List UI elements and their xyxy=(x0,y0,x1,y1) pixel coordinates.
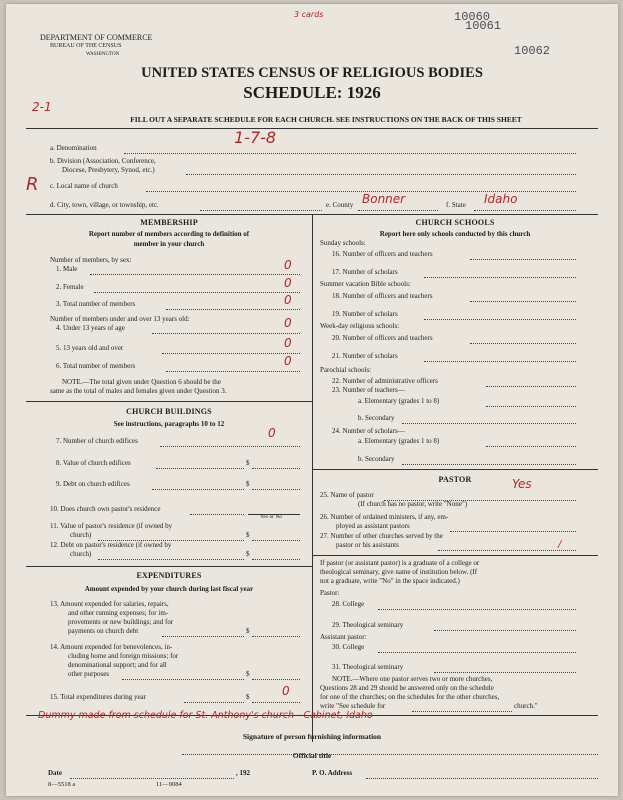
membership-note-2: same as the total of males and females given under Question 3. xyxy=(50,387,227,395)
graduate-intro-2: theological seminary, give name of institution below. (If xyxy=(320,568,478,576)
q24b-field[interactable] xyxy=(402,464,576,465)
pastor-note-4: write "See schedule for xyxy=(320,702,386,710)
instruction-line: FILL OUT A SEPARATE SCHEDULE FOR EACH CHURCH. SEE INSTRUCTIONS ON THE BACK OF THIS SHEET xyxy=(130,115,522,124)
q22-label: 22. Number of administrative officers xyxy=(332,377,438,385)
q3-label: 3. Total number of members xyxy=(56,300,136,308)
q6-label: 6. Total number of members xyxy=(56,362,136,370)
q20-field[interactable] xyxy=(470,343,576,344)
q26-label-2: ployed as assistant pastors xyxy=(336,522,410,530)
asst-sublabel: Assistant pastor: xyxy=(320,633,367,641)
graduate-intro-3: not a graduate, write "No" in the space indicated.) xyxy=(320,577,460,585)
pastor-note-1: NOTE.—Where one pastor serves two or more churches, xyxy=(332,675,493,683)
q2-label: 2. Female xyxy=(56,283,84,291)
bureau-name: BUREAU OF THE CENSUS xyxy=(50,43,122,49)
by-age-label: Number of members under and over 13 years old: xyxy=(50,315,190,323)
division-field[interactable] xyxy=(186,174,576,175)
form-title: UNITED STATES CENSUS OF RELIGIOUS BODIES xyxy=(141,65,483,81)
q25-label: 25. Name of pastor xyxy=(320,491,374,499)
q7-label: 7. Number of church edifices xyxy=(56,437,138,445)
q4-label: 4. Under 13 years of age xyxy=(56,324,125,332)
q19-field[interactable] xyxy=(424,319,576,320)
q27-label-1: 27. Number of other churches served by the xyxy=(320,532,443,540)
county-value: Bonner xyxy=(362,192,406,206)
q14-field[interactable] xyxy=(252,679,300,680)
membership-note-1: NOTE.—The total given under Question 6 should be the xyxy=(62,378,221,386)
q15-leader xyxy=(184,702,244,703)
pastor-note-2: Questions 28 and 29 should be answered only on the schedule xyxy=(320,684,494,692)
po-address-label: P. O. Address xyxy=(312,769,353,777)
q27-field[interactable] xyxy=(438,550,576,551)
q23-label: 23. Number of teachers— xyxy=(332,386,405,394)
q23b-field[interactable] xyxy=(402,423,576,424)
vacation-label: Summer vacation Bible schools: xyxy=(320,280,411,288)
q24-label: 24. Number of scholars— xyxy=(332,427,405,435)
membership-sub-2: member in your church xyxy=(133,240,205,248)
cards-note: 3 cards xyxy=(294,10,324,19)
q15-field[interactable] xyxy=(252,702,300,703)
po-address-field[interactable] xyxy=(366,778,598,779)
q8-leader xyxy=(156,468,244,469)
local-name-label: c. Local name of church xyxy=(50,182,118,190)
schedule-title: SCHEDULE: 1926 xyxy=(243,83,381,102)
pastor-note-5: church." xyxy=(514,702,538,710)
q11-dollar: $ xyxy=(246,531,250,539)
official-title-label: Official title xyxy=(292,751,332,760)
q10-leader xyxy=(190,514,244,515)
q16-field[interactable] xyxy=(470,259,576,260)
stamp-number-3: 10062 xyxy=(514,44,551,58)
q8-label: 8. Value of church edifices xyxy=(56,459,131,467)
q14-label-4: other purposes xyxy=(68,670,110,678)
q14-dollar: $ xyxy=(246,670,250,678)
parochial-label: Parochial schools: xyxy=(320,366,372,374)
stamp-number-1: 10060 xyxy=(454,10,491,24)
q24a-label: a. Elementary (grades 1 to 8) xyxy=(358,437,440,445)
expenditures-heading: EXPENDITURES xyxy=(136,571,202,580)
q8-field[interactable] xyxy=(252,468,300,469)
stamp-number-2: 10061 xyxy=(465,19,502,33)
year-label: , 192 xyxy=(236,769,250,777)
division-label-1: b. Division (Association, Conference, xyxy=(50,157,156,165)
q29-field[interactable] xyxy=(434,630,576,631)
q27-label-2: pastor or his assistants xyxy=(336,541,399,549)
q11-label-1: 11. Value of pastor's residence (if owned by xyxy=(50,522,173,530)
q1-value: 0 xyxy=(284,258,292,272)
schools-sub: Report here only schools conducted by this church xyxy=(379,230,531,238)
q9-leader xyxy=(152,489,244,490)
q12-leader xyxy=(98,559,244,560)
q1-field[interactable] xyxy=(90,274,300,275)
q31-field[interactable] xyxy=(434,672,576,673)
q6-value: 0 xyxy=(284,354,292,368)
signature-label: Signature of person furnishing information xyxy=(242,732,382,741)
q24a-field[interactable] xyxy=(486,446,576,447)
sunday-label: Sunday schools: xyxy=(320,239,366,247)
q18-label: 18. Number of officers and teachers xyxy=(332,292,433,300)
city-label: d. City, town, village, or township, etc. xyxy=(50,201,159,209)
q11-field[interactable] xyxy=(252,540,300,541)
q7-value: 0 xyxy=(268,426,276,440)
q29-label: 29. Theological seminary xyxy=(332,621,404,629)
denomination-value: 1-7-8 xyxy=(234,128,277,147)
q23a-label: a. Elementary (grades 1 to 8) xyxy=(358,397,440,405)
q16-label: 16. Number of officers and teachers xyxy=(332,250,433,258)
q8-dollar: $ xyxy=(246,459,250,467)
q14-label-1: 14. Amount expended for benevolences, in- xyxy=(50,643,173,651)
date-label: Date xyxy=(48,769,62,777)
buildings-rule xyxy=(26,566,312,567)
handwritten-code: 2-1 xyxy=(32,100,52,114)
yes-no-hint: Yes or No xyxy=(260,514,283,520)
q14-label-3: denominational support; and for all xyxy=(68,661,167,669)
q14-leader xyxy=(122,679,244,680)
q15-label: 15. Total expenditures during year xyxy=(50,693,146,701)
county-field[interactable] xyxy=(358,210,438,211)
membership-rule xyxy=(26,401,312,402)
form-number: 8—5518 a xyxy=(48,781,76,788)
handwritten-letter: R xyxy=(26,174,39,195)
schools-heading: CHURCH SCHOOLS xyxy=(415,218,495,227)
city-name: WASHINGTON xyxy=(86,52,120,57)
q11-label-2: church) xyxy=(70,531,92,539)
q13-label-1: 13. Amount expended for salaries, repairs, xyxy=(50,600,169,608)
buildings-heading: CHURCH BUILDINGS xyxy=(126,407,212,416)
q22-field[interactable] xyxy=(486,386,576,387)
q5-field[interactable] xyxy=(162,353,300,354)
q18-field[interactable] xyxy=(470,301,576,302)
q17-label: 17. Number of scholars xyxy=(332,268,398,276)
weekday-label: Week-day religious schools: xyxy=(320,322,400,330)
q2-value: 0 xyxy=(284,276,292,290)
q23b-label: b. Secondary xyxy=(358,414,395,422)
q28-label: 28. College xyxy=(332,600,365,608)
q12-label-2: church) xyxy=(70,550,92,558)
q21-field[interactable] xyxy=(424,361,576,362)
q28-field[interactable] xyxy=(378,609,576,610)
q25-sub: (If church has no pastor, write "None") xyxy=(358,500,468,508)
denomination-field[interactable] xyxy=(124,153,576,154)
q13-dollar: $ xyxy=(246,627,250,635)
q12-label-1: 12. Debt on pastor's residence (if owned by xyxy=(50,541,172,549)
q17-field[interactable] xyxy=(424,277,576,278)
q19-label: 19. Number of scholars xyxy=(332,310,398,318)
q13-leader xyxy=(162,636,244,637)
q24b-label: b. Secondary xyxy=(358,455,395,463)
q13-label-3: provements or new buildings; and for xyxy=(68,618,174,626)
q9-label: 9. Debt on church edifices xyxy=(56,480,130,488)
header-rule xyxy=(26,128,598,129)
q15-value: 0 xyxy=(282,684,290,698)
q31-label: 31. Theological seminary xyxy=(332,663,404,671)
q10-label: 10. Does church own pastor's residence xyxy=(50,505,161,513)
state-value: Idaho xyxy=(484,192,518,206)
q3-value: 0 xyxy=(284,293,292,307)
q4-value: 0 xyxy=(284,316,292,330)
q30-field[interactable] xyxy=(378,652,576,653)
membership-sub-1: Report number of members according to definition of xyxy=(88,230,250,238)
buildings-sub: See instructions, paragraphs 10 to 12 xyxy=(113,420,225,428)
pastor-sublabel: Pastor: xyxy=(320,589,340,597)
division-label-2: Diocese, Presbytery, Synod, etc.) xyxy=(62,166,155,174)
q12-dollar: $ xyxy=(246,550,250,558)
q14-label-2: cluding home and foreign missions; for xyxy=(68,652,179,660)
q5-value: 0 xyxy=(284,336,292,350)
q1-label: 1. Male xyxy=(56,265,78,273)
date-field[interactable] xyxy=(70,778,234,779)
q9-dollar: $ xyxy=(246,480,250,488)
q20-label: 20. Number of officers and teachers xyxy=(332,334,433,342)
q13-label-2: and other running expenses; for im- xyxy=(68,609,169,617)
q5-label: 5. 13 years old and over xyxy=(56,344,124,352)
q3-field[interactable] xyxy=(166,309,300,310)
q21-label: 21. Number of scholars xyxy=(332,352,398,360)
expenditures-sub: Amount expended by your church during last fiscal year xyxy=(84,585,254,593)
handwritten-footnote: Dummy made from schedule for St. Anthony's church - Cabinet, Idaho xyxy=(38,710,373,721)
q13-label-4: payments on church debt xyxy=(68,627,139,635)
schools-rule xyxy=(312,469,598,470)
q23a-field[interactable] xyxy=(486,406,576,407)
q6-field[interactable] xyxy=(166,371,300,372)
graduate-intro-1: If pastor (or assistant pastor) is a graduate of a college or xyxy=(320,559,480,567)
q4-field[interactable] xyxy=(152,333,300,334)
see-schedule-field[interactable] xyxy=(412,711,512,712)
q2-field[interactable] xyxy=(94,292,300,293)
pastor-note-3: for one of the churches; on the schedules for the other churches, xyxy=(320,693,500,701)
pastor-rule xyxy=(312,555,598,556)
print-number: 11—9084 xyxy=(156,781,182,788)
q26-field[interactable] xyxy=(450,531,576,532)
department-name: DEPARTMENT OF COMMERCE xyxy=(40,33,153,42)
q13-field[interactable] xyxy=(252,636,300,637)
census-schedule-sheet xyxy=(6,4,618,796)
q7-field[interactable] xyxy=(160,446,300,447)
by-sex-label: Number of members, by sex: xyxy=(50,256,132,264)
membership-heading: MEMBERSHIP xyxy=(140,218,198,227)
county-label: e. County xyxy=(326,201,354,209)
q27-mark: / xyxy=(558,539,562,550)
state-label: f. State xyxy=(446,201,466,209)
q30-label: 30. College xyxy=(332,643,365,651)
denomination-label: a. Denomination xyxy=(50,144,97,152)
state-field[interactable] xyxy=(474,210,576,211)
q26-label-1: 26. Number of ordained ministers, if any, em- xyxy=(320,513,449,521)
q9-field[interactable] xyxy=(252,489,300,490)
pastor-heading: PASTOR xyxy=(438,475,472,484)
q15-dollar: $ xyxy=(246,693,250,701)
q25-value: Yes xyxy=(512,477,532,491)
city-field[interactable] xyxy=(200,210,322,211)
q12-field[interactable] xyxy=(252,559,300,560)
